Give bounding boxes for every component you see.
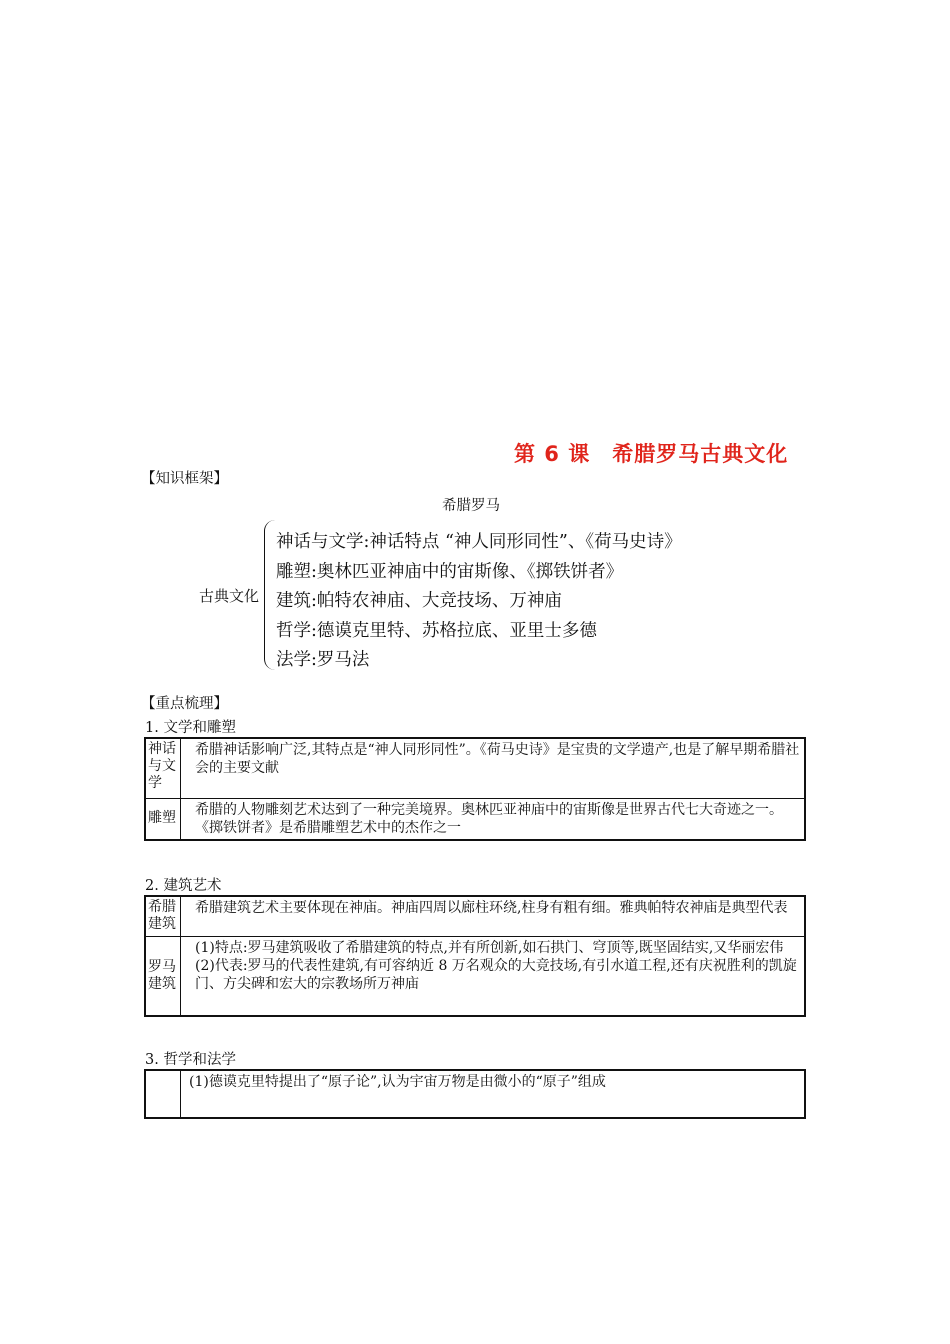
framework-center: 希腊罗马 [442, 498, 500, 514]
framework-item: 神话与文学:神话特点 “神人同形同性”、《荷马史诗》 [276, 532, 682, 552]
row-head: 希腊建筑 [145, 896, 181, 936]
row-head: 罗马建筑 [145, 936, 181, 1016]
row-text-block [181, 936, 806, 1016]
framework-heading: 【知识框架】 [141, 471, 228, 487]
row-text: 希腊建筑艺术主要体现在神庙。神庙四周以廊柱环绕,柱身有粗有细。雅典帕特农神庙是典型代表 [181, 896, 806, 936]
framework-item: 法学:罗马法 [276, 650, 370, 670]
row-text: (1)特点:罗马建筑吸收了希腊建筑的特点,并有所创新,如石拱门、穹顶等,既坚固结实,又华丽宏伟 [195, 939, 784, 956]
table-row [145, 738, 805, 798]
section-title: 1. 文学和雕塑 [145, 720, 236, 736]
row-text: 希腊神话影响广泛,其特点是“神人同形同性”。《荷马史诗》是宝贵的文学遗产,也是了解早期希腊社会的主要文献 [181, 738, 806, 798]
table-row [145, 1070, 805, 1118]
row-text: 希腊的人物雕刻艺术达到了一种完美境界。奥林匹亚神庙中的宙斯像是世界古代七大奇迹之一。《掷铁饼者》是希腊雕塑艺术中的杰作之一 [181, 798, 806, 840]
section-title: 2. 建筑艺术 [145, 878, 222, 894]
row-text: (2)代表:罗马的代表性建筑,有可容纳近 8 万名观众的大竞技场,有引水道工程,还有庆祝胜利的凯旋门、方尖碑和宏大的宗教场所万神庙 [195, 957, 797, 992]
framework-item: 雕塑:奥林匹亚神庙中的宙斯像、《掷铁饼者》 [276, 561, 624, 582]
row-text: (1)德谟克里特提出了“原子论”,认为宇宙万物是由微小的“原子”组成 [181, 1070, 806, 1118]
literature-sculpture-table [144, 737, 806, 841]
table-row [145, 896, 805, 936]
framework-item: 哲学:德谟克里特、苏格拉底、亚里士多德 [276, 620, 597, 641]
table-row [145, 798, 805, 840]
framework-brace [264, 520, 275, 670]
row-head: 神话与文学 [145, 738, 181, 798]
row-head: 雕塑 [145, 798, 181, 840]
lesson-title: 第 6 课 希腊罗马古典文化 [514, 442, 789, 466]
philosophy-law-table [144, 1069, 806, 1119]
section-title: 3. 哲学和法学 [145, 1052, 236, 1068]
framework-root: 古典文化 [199, 587, 260, 605]
row-head [145, 1070, 181, 1118]
review-heading: 【重点梳理】 [141, 696, 228, 712]
table-row [145, 936, 805, 1016]
architecture-table [144, 895, 806, 1017]
framework-item: 建筑:帕特农神庙、大竞技场、万神庙 [276, 591, 562, 611]
framework-list [276, 528, 682, 676]
